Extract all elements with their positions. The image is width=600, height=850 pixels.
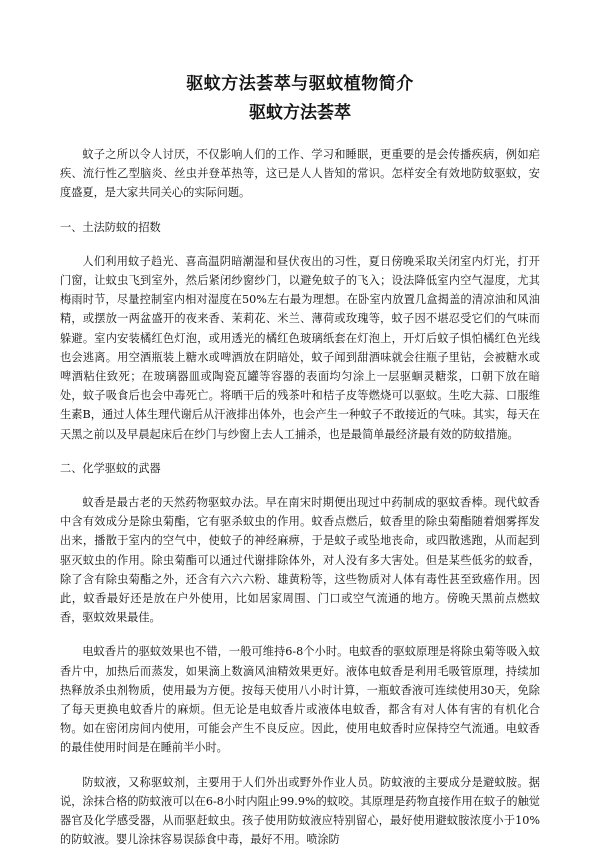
section-heading-chemical: 二、化学驱蚊的武器 xyxy=(60,461,161,475)
electric-coil-paragraph: 电蚊香片的驱蚊效果也不错，一般可维持6-8个小时。电蚊香的驱蚊原理是将除虫菊等吸入蚊香片中，加热后而蒸发，如果滴上数滴风油精效果更好。液体电蚊香是利用毛吸管原理，持续加热释放杀虫剂物质，使用最为方便。按每天使用八小时计算，一瓶蚊香液可连续使用30天，免除了每天更换电蚊香片的麻烦。但无论是电蚊香片或液体电蚊香，都含有对人体有害的有机化合物。如在密闭房间内使用，可能会产生不良反应。因此，使用电蚊香时应保持空气流通。电蚊香的最佳使用时间是在睡前半小时。 xyxy=(60,645,540,755)
intro-paragraph: 蚊子之所以令人讨厌，不仅影响人们的工作、学习和睡眠，更重要的是会传播疾病，例如疟疾、流行性乙型脑炎、丝虫并登革热等，这已是人人皆知的常识。怎样安全有效地防蚊驱蚊，安度盛夏，是大家共同关心的实际问题。 xyxy=(60,148,540,200)
document-subtitle: 驱蚊方法荟萃 xyxy=(249,103,351,123)
document-title: 驱蚊方法荟萃与驱蚊植物简介 xyxy=(186,74,414,94)
section-heading-folk-methods: 一、土法防蚊的招数 xyxy=(60,220,161,234)
folk-methods-paragraph: 人们利用蚊子趋光、喜高温阴暗潮湿和昼伏夜出的习性，夏日傍晚采取关闭室内灯光，打开门窗，让蚊虫飞到室外，然后紧闭纱窗纱门，以避免蚊子的飞入；设法降低室内空气湿度，尤其梅雨时节，尽量控制室内相对湿度在50%左右最为理想。在卧室内放置几盒揭盖的清凉油和风油精，或摆放一两盆盛开的夜来香、茉莉花、米兰、薄荷或玫瑰等，蚊子因不堪忍受它们的气味而躲避。室内安装橘红色灯泡，或用透光的橘红色玻璃纸套在灯泡上，开灯后蚊子惧怕橘红色光线也会逃离。用空酒瓶装上糖水或啤酒放在阴暗处，蚊子闻到甜酒味就会往瓶子里钻，会被糖水或啤酒粘住致死；在玻璃器皿或陶瓷瓦罐等容器的表面均匀涂上一层驱蛔灵糖浆，口朝下放在暗处，蚊子吸食后也会中毒死亡。将晒干后的残茶叶和桔子皮等燃烧可以驱蚊。生吃大蒜、口服维生素B，通过人体生理代谢后从汗液排出体外，也会产生一种蚊子不敢接近的气味。其实，每天在天黑之前以及早晨起床后在纱门与纱窗上去人工捕杀，也是最简单最经济最有效的防蚊措施。 xyxy=(60,254,540,441)
mosquito-coil-paragraph: 蚊香是最古老的天然药物驱蚊办法。早在南宋时期便出现过中药制成的驱蚊香棒。现代蚊香中含有效成分是除虫菊酯，它有驱杀蚊虫的作用。蚊香点燃后，蚊香里的除虫菊酯随着烟雾挥发出来，播散于室内的空气中，使蚊子的神经麻痹，于是蚊子或坠地丧命，或四散逃跑，从而起到驱灭蚊虫的作用。除虫菊酯可以通过代谢排除体外，对人没有多大害处。但是某些低劣的蚊香，除了含有除虫菊酯之外，还含有六六六粉、雄黄粉等，这些物质对人体有毒性甚至致癌作用。因此，蚊香最好还是放在户外使用，比如居家周围、门口或空气流通的地方。傍晚天黑前点燃蚊香，驱蚊效果最佳。 xyxy=(60,496,540,625)
repellent-paragraph: 防蚊液，又称驱蚊剂，主要用于人们外出或野外作业人员。防蚊液的主要成分是避蚊胺。据说，涂抹合格的防蚊液可以在6-8小时内阻止99.9%的蚊咬。其原理是药物直接作用在蚊子的触觉器官及化学感受器，从而驱赶蚊虫。孩子使用防蚊液应特别留心，最好使用避蚊胺浓度小于10%的防蚊液。婴儿涂抹容易误舔食中毒，最好不用。喷涂防 xyxy=(60,775,540,847)
